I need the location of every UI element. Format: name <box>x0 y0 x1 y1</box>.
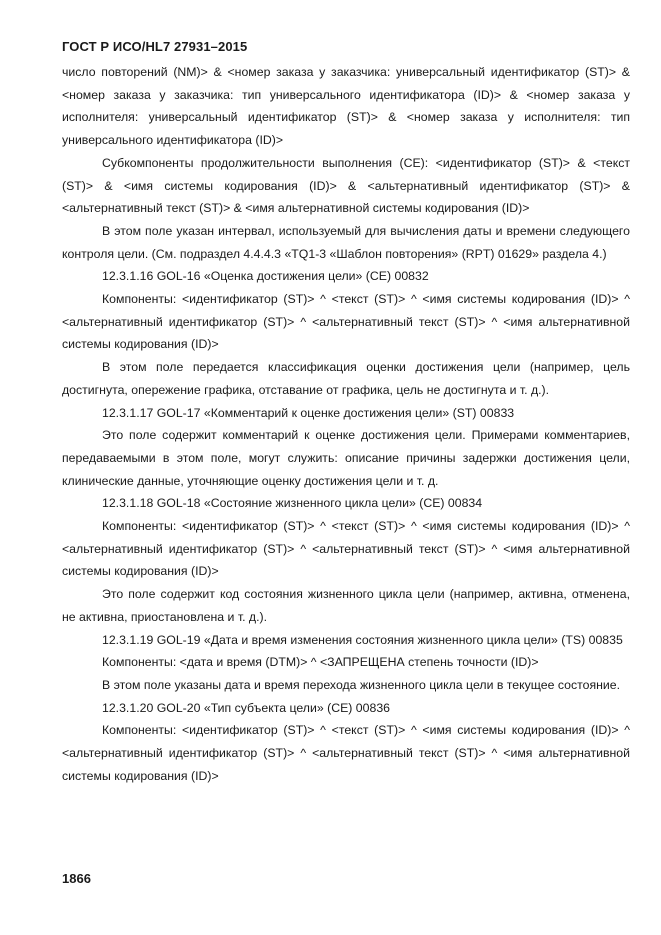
section-heading-gol17: 12.3.1.17 GOL-17 «Комментарий к оценке достижения цели» (ST) 00833 <box>102 405 515 420</box>
section-heading-gol16: 12.3.1.16 GOL-16 «Оценка достижения цели» (CE) 00832 <box>102 269 429 284</box>
paragraph-gol19-description: В этом поле указаны дата и время перехода жизненного цикла цели в текущее состояние. <box>102 677 621 692</box>
paragraph-components-gol18: Компоненты: <идентификатор (ST)> ^ <текст (ST)> ^ <имя системы кодирования (ID)> ^ <альтернативный идентификатор (ST)> ^ <альтернативный текст (ST)> ^ <имя альтернативной системы кодирования (ID)> <box>62 519 630 579</box>
page-number: 1866 <box>62 871 91 886</box>
section-heading-gol20: 12.3.1.20 GOL-20 «Тип субъекта цели» (CE) 00836 <box>102 700 390 715</box>
paragraph-gol16-description: В этом поле передается классификация оценки достижения цели (например, цель достигнута, опережение графика, отставание от графика, цель не достигнута и т. д.). <box>62 360 630 397</box>
paragraph-gol18-description: Это поле содержит код состояния жизненного цикла цели (например, активна, отменена, не активна, приостановлена и т. д.). <box>62 587 630 624</box>
paragraph-components-gol16: Компоненты: <идентификатор (ST)> ^ <текст (ST)> ^ <имя системы кодирования (ID)> ^ <альтернативный идентификатор (ST)> ^ <альтернативный текст (ST)> ^ <имя альтернативной системы кодирования (ID)> <box>62 292 630 352</box>
body-text <box>62 61 630 788</box>
paragraph-components-gol19: Компоненты: <дата и время (DTM)> ^ <ЗАПРЕЩЕНА степень точности (ID)> <box>102 655 539 670</box>
paragraph-subcomponents: Субкомпоненты продолжительности выполнения (CE): <идентификатор (ST)> & <текст (ST)> & <имя системы кодирования (ID)> & <альтернативный идентификатор (ST)> & <альтернативный текст (ST)> & <имя альтернативной системы кодирования (ID)> <box>62 155 630 216</box>
paragraph-interval: В этом поле указан интервал, используемый для вычисления даты и времени следующего контроля цели. (См. подраздел 4.4.4.3 «TQ1-3 «Шаблон повторения» (RPT) 01629» раздела 4.) <box>62 223 630 261</box>
running-header: ГОСТ Р ИСО/HL7 27931–2015 <box>62 39 248 54</box>
paragraph-components-gol20: Компоненты: <идентификатор (ST)> ^ <текст (ST)> ^ <имя системы кодирования (ID)> ^ <альтернативный идентификатор (ST)> ^ <альтернативный текст (ST)> ^ <имя альтернативной системы кодирования (ID)> <box>62 723 630 783</box>
section-heading-gol19: 12.3.1.19 GOL-19 «Дата и время изменения состояния жизненного цикла цели» (TS) 00835 <box>102 632 623 647</box>
paragraph-continuation: число повторений (NM)> & <номер заказа у заказчика: универсальный идентификатор (ST)> & <номер заказа у заказчика: тип универсального идентификатора (ID)> & <номер заказа у исполнителя: универсальный идентификатор (ST)> & <номер заказа у исполнителя: тип универсального идентификатора (ID)> <box>62 65 630 148</box>
paragraph-gol17-description: Это поле содержит комментарий к оценке достижения цели. Примерами комментариев, передаваемыми в этом поле, могут служить: описание причины задержки достижения цели, клинические данные, уточняющие оценку достижения цели и т. д. <box>62 428 630 488</box>
section-heading-gol18: 12.3.1.18 GOL-18 «Состояние жизненного цикла цели» (CE) 00834 <box>102 496 483 511</box>
